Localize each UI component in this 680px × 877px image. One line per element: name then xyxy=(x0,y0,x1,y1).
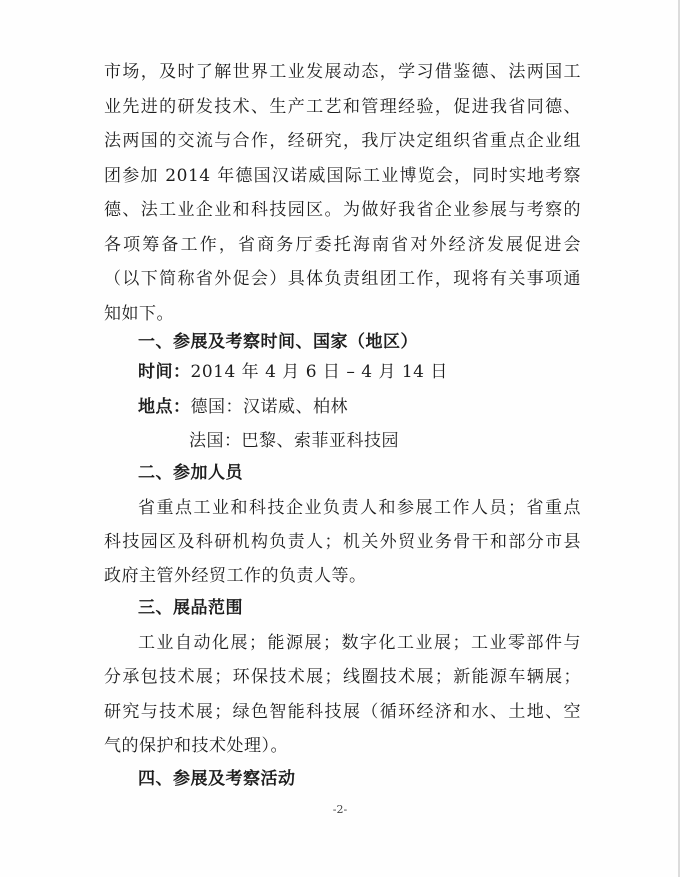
paragraph-line: 业先进的研发技术、生产工艺和管理经验，促进我省同德、 xyxy=(104,97,581,117)
page-number: -2- xyxy=(332,803,348,816)
paragraph-line: 德、法工业企业和科技园区。为做好我省企业参展与考察的 xyxy=(104,200,581,220)
paragraph-line: 科技园区及科研机构负责人；机关外贸业务骨干和部分市县 xyxy=(104,532,581,552)
paragraph-line: 团参加 2014 年德国汉诺威国际工业博览会，同时实地考察 xyxy=(104,166,581,186)
section-heading-time-country: 一、参展及考察时间、国家（地区） xyxy=(138,332,418,352)
paragraph-line: 分承包技术展；环保技术展；线圈技术展；新能源车辆展； xyxy=(104,667,581,687)
paragraph-line: （以下简称省外促会）具体负责组团工作，现将有关事项通 xyxy=(104,269,581,289)
paragraph-line: 气的保护和技术处理）。 xyxy=(104,736,288,756)
place-france: 法国：巴黎、索菲亚科技园 xyxy=(189,431,399,451)
place-label: 地点： xyxy=(138,397,191,417)
place-germany: 德国：汉诺威、柏林 xyxy=(190,397,348,417)
paragraph-line: 工业自动化展；能源展；数字化工业展；工业零部件与 xyxy=(138,633,581,653)
paragraph-line: 各项筹备工作，省商务厅委托海南省对外经济发展促进会 xyxy=(104,235,581,255)
place-row xyxy=(138,396,348,418)
section-heading-participants: 二、参加人员 xyxy=(138,463,243,483)
paragraph-line: 研究与技术展；绿色智能科技展（循环经济和水、土地、空 xyxy=(104,702,581,722)
section-heading-exhibit-scope: 三、展品范围 xyxy=(138,598,243,618)
paragraph-line: 市场，及时了解世界工业发展动态，学习借鉴德、法两国工 xyxy=(104,62,581,82)
time-value: 2014 年 4 月 6 日 – 4 月 14 日 xyxy=(190,362,448,382)
section-heading-activities: 四、参展及考察活动 xyxy=(138,769,296,789)
paragraph-line: 政府主管外经贸工作的负责人等。 xyxy=(104,566,367,586)
time-row xyxy=(138,361,448,383)
paragraph-line: 省重点工业和科技企业负责人和参展工作人员；省重点 xyxy=(138,498,581,518)
time-label: 时间： xyxy=(138,362,191,382)
paragraph-line: 知如下。 xyxy=(104,304,174,324)
paragraph-line: 法两国的交流与合作，经研究，我厅决定组织省重点企业组 xyxy=(104,131,581,151)
